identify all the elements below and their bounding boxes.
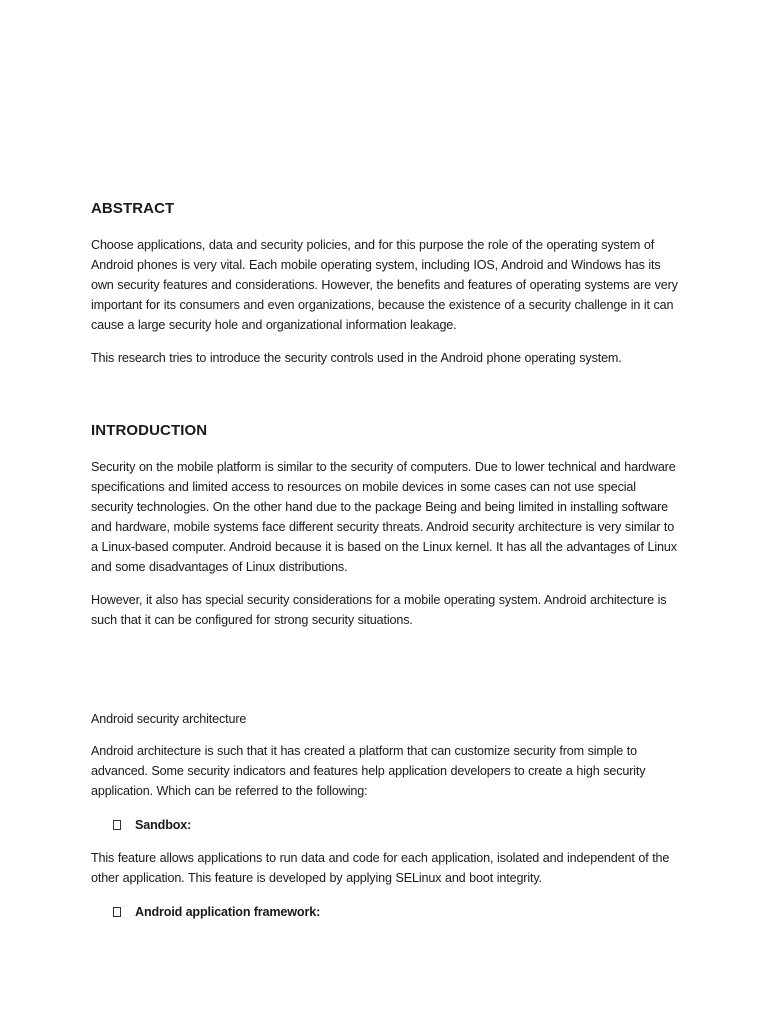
introduction-paragraph-1: Security on the mobile platform is similar to the security of computers. Due to lower technical and hardware specifications and limited access to resources on mobile devices in some cases can not use special security technologies. On the other hand due to the package Being and being limited in installing software and hardware, mobile systems face different security threats. Android security architecture is very similar to a Linux-based computer. Android because it is based on the Linux kernel. It has all the advantages of Linux and some disadvantages of Linux distributions. (91, 460, 677, 574)
bullet-box-icon (113, 820, 121, 830)
architecture-heading: Android security architecture (91, 712, 247, 726)
document-body (91, 199, 681, 922)
introduction-heading: INTRODUCTION (91, 422, 208, 439)
bullet-item-sandbox (91, 815, 681, 835)
abstract-paragraph-2: This research tries to introduce the security controls used in the Android phone operating system. (91, 351, 622, 365)
bullet-item-application-framework (91, 902, 681, 922)
sandbox-description: This feature allows applications to run data and code for each application, isolated and independent of the other application. This feature is developed by applying SELinux and boot integrity. (91, 851, 670, 885)
abstract-paragraph-1: Choose applications, data and security policies, and for this purpose the role of the operating system of Android phones is very vital. Each mobile operating system, including IOS, Android and Windows has its own security features and considerations. However, the benefits and features of operating systems are very important for its consumers and even organizations, because the existence of a security challenge in it can cause a large security hole and organizational information leakage. (91, 238, 678, 332)
architecture-intro-paragraph: Android architecture is such that it has created a platform that can customize security from simple to advanced. Some security indicators and features help application developers to create a high security application. Which can be referred to the following: (91, 744, 646, 798)
introduction-paragraph-2: However, it also has special security considerations for a mobile operating system. Android architecture is such that it can be configured for strong security situations. (91, 593, 667, 627)
bullet-label-sandbox: Sandbox: (135, 818, 192, 832)
abstract-heading: ABSTRACT (91, 200, 175, 217)
bullet-box-icon (113, 907, 121, 917)
bullet-label-application-framework: Android application framework: (135, 905, 321, 919)
